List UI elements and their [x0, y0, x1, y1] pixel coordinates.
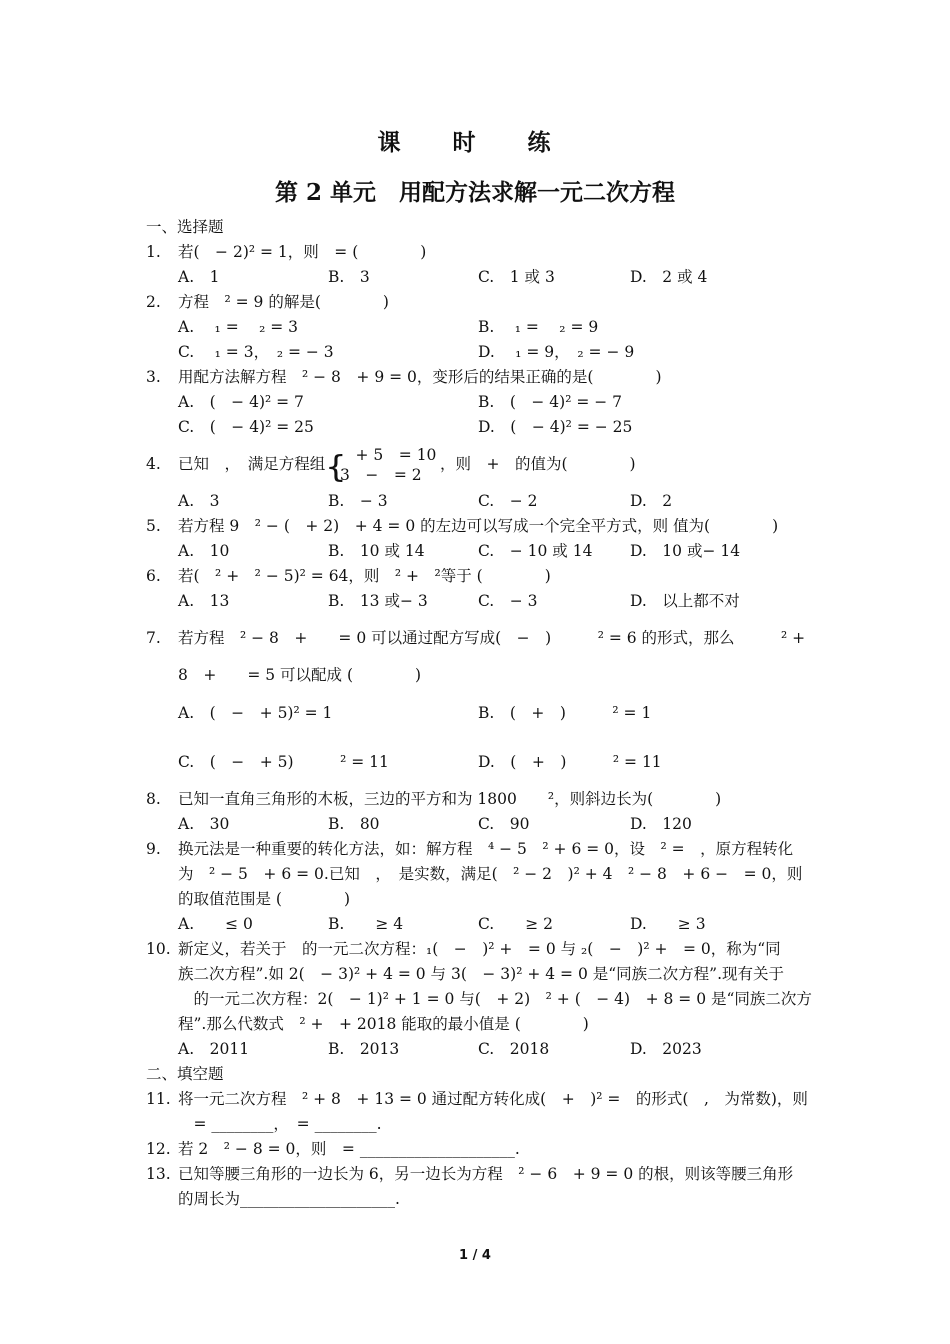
- equation-system-line-1: + 5 = 10: [340, 446, 437, 464]
- option-b: B. 3: [328, 268, 370, 286]
- question-text-line-2: 族二次方程”.如 2( − 3)² + 4 = 0 与 3( − 3)² + 4 = 0 是“同族二次方程”.现有关于: [178, 965, 785, 983]
- page-title: 课 时 练: [377, 129, 573, 156]
- question-number: 6.: [146, 567, 161, 585]
- option-c: C. − 3: [478, 592, 538, 610]
- option-c: C. 2018: [478, 1040, 550, 1058]
- option-d: D. 2: [630, 492, 673, 510]
- option-b: B. ( + ) ² = 1: [478, 704, 652, 722]
- question-text-line-1: 若方程 ² − 8 + = 0 可以通过配方写成( − ) ² = 6 的形式，那么 ² +: [178, 629, 806, 647]
- option-c: C. 90: [478, 815, 530, 833]
- option-b: B. ≥ 4: [328, 915, 404, 933]
- question-text-line-1: 已知等腰三角形的一边长为 6，另一边长为方程 ² − 6 + 9 = 0 的根，则该等腰三角形: [178, 1165, 794, 1183]
- option-b: B. − 3: [328, 492, 388, 510]
- option-a: A. ≤ 0: [178, 915, 253, 933]
- question-text-line-2: 为 ² − 5 + 6 = 0.已知 ， 是实数，满足( ² − 2 )² + 4 ² − 8 + 6 − = 0，则: [178, 865, 803, 883]
- question-number: 8.: [146, 790, 161, 808]
- question-text-line-3: 的取值范围是 ( ): [178, 890, 351, 908]
- option-c: C. ( − 4)² = 25: [178, 418, 314, 436]
- section-heading-fill: 二、填空题: [146, 1065, 224, 1083]
- option-d: D. ( + ) ² = 11: [478, 753, 662, 771]
- option-a: A. 30: [178, 815, 230, 833]
- equation-system-line-2: 3 − = 2: [340, 466, 422, 484]
- question-number: 10.: [146, 940, 171, 958]
- question-number: 4.: [146, 455, 161, 473]
- option-d: D. ( − 4)² = − 25: [478, 418, 633, 436]
- question-number: 12.: [146, 1140, 171, 1158]
- option-d: D. 2 或 4: [630, 268, 708, 286]
- question-text-line-2: = ________， = ________.: [178, 1115, 382, 1133]
- option-b: B. 13 或− 3: [328, 592, 428, 610]
- option-c: C. − 2: [478, 492, 538, 510]
- option-d: D. 2023: [630, 1040, 702, 1058]
- question-text: 用配方法解方程 ² − 8 + 9 = 0，变形后的结果正确的是( ): [178, 368, 662, 386]
- option-b: B. 10 或 14: [328, 542, 425, 560]
- question-text: 若 2 ² − 8 = 0，则 = ____________________.: [178, 1140, 520, 1158]
- option-a: A. 10: [178, 542, 230, 560]
- option-d: D. 以上都不对: [630, 592, 740, 610]
- question-text-line-1: 换元法是一种重要的转化方法，如：解方程 ⁴ − 5 ² + 6 = 0，设 ² = ，原方程转化: [178, 840, 794, 858]
- brace-symbol: {: [325, 449, 347, 485]
- question-text-line-4: 程”.那么代数式 ² + + 2018 能取的最小值是 ( ): [178, 1015, 589, 1033]
- question-text: 若( − 2)² = 1，则 = ( ): [178, 243, 427, 261]
- question-number: 7.: [146, 629, 161, 647]
- option-d: D. 10 或− 14: [630, 542, 741, 560]
- question-text: 若( ² + ² − 5)² = 64，则 ² + ²等于 ( ): [178, 567, 551, 585]
- option-b: B. 2013: [328, 1040, 400, 1058]
- option-c: C. − 10 或 14: [478, 542, 593, 560]
- question-text: 已知一直角三角形的木板，三边的平方和为 1800 ²，则斜边长为( ): [178, 790, 722, 808]
- option-d: D. ₁ = 9， ₂ = − 9: [478, 343, 635, 361]
- question-text-line-2: 8 + = 5 可以配成 ( ): [178, 666, 422, 684]
- question-number: 1.: [146, 243, 161, 261]
- option-a: A. ₁ = ₂ = 3: [178, 318, 299, 336]
- question-text: 若方程 9 ² − ( + 2) + 4 = 0 的左边可以写成一个完全平方式，则 值为( ): [178, 517, 779, 535]
- question-text: 方程 ² = 9 的解是( ): [178, 293, 389, 311]
- question-text-line-1: 将一元二次方程 ² + 8 + 13 = 0 通过配方转化成( + )² = 的形式( , 为常数)，则: [178, 1090, 808, 1108]
- option-c: C. ( − + 5) ² = 11: [178, 753, 389, 771]
- option-a: A. 2011: [178, 1040, 250, 1058]
- option-d: D. 120: [630, 815, 692, 833]
- page-number: 1 / 4: [459, 1248, 491, 1263]
- question-text-line-2: 的周长为____________________.: [178, 1190, 400, 1208]
- question-number: 11.: [146, 1090, 171, 1108]
- option-c: C. 1 或 3: [478, 268, 555, 286]
- question-text-line-1: 新定义，若关于 的一元二次方程：₁( − )² + = 0 与 ₂( − )² + = 0，称为“同: [178, 940, 781, 958]
- option-a: A. ( − + 5)² = 1: [178, 704, 333, 722]
- option-b: B. 80: [328, 815, 380, 833]
- question-text: 已知 ， 满足方程组: [178, 455, 326, 473]
- option-c: C. ≥ 2: [478, 915, 554, 933]
- section-heading-choice: 一、选择题: [146, 218, 224, 236]
- question-text-line-3: 的一元二次方程：2( − 1)² + 1 = 0 与( + 2) ² + ( − 4) + 8 = 0 是“同族二次方: [178, 990, 812, 1008]
- question-number: 9.: [146, 840, 161, 858]
- option-a: A. 1: [178, 268, 220, 286]
- question-number: 2.: [146, 293, 161, 311]
- page-subtitle: 第 2 单元 用配方法求解一元二次方程: [274, 179, 676, 206]
- question-number: 5.: [146, 517, 161, 535]
- option-a: A. 3: [178, 492, 220, 510]
- question-number: 3.: [146, 368, 161, 386]
- option-b: B. ( − 4)² = − 7: [478, 393, 623, 411]
- option-c: C. ₁ = 3， ₂ = − 3: [178, 343, 334, 361]
- option-b: B. ₁ = ₂ = 9: [478, 318, 599, 336]
- question-text-tail: ，则 + 的值为( ): [440, 455, 636, 473]
- option-a: A. ( − 4)² = 7: [178, 393, 304, 411]
- question-number: 13.: [146, 1165, 171, 1183]
- option-d: D. ≥ 3: [630, 915, 706, 933]
- option-a: A. 13: [178, 592, 230, 610]
